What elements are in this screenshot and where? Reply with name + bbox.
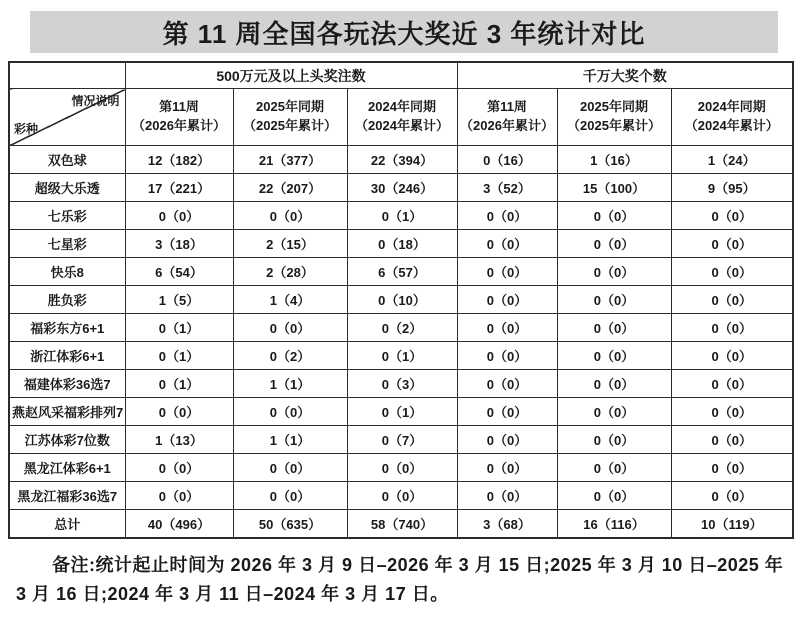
data-cell: 0（0） — [557, 454, 671, 482]
data-cell: 0（0） — [457, 370, 557, 398]
data-cell: 0（0） — [125, 482, 233, 510]
data-cell: 0（0） — [233, 482, 347, 510]
data-cell: 0（1） — [347, 342, 457, 370]
table-row — [9, 370, 793, 398]
data-cell: 0（0） — [671, 370, 793, 398]
table-row — [9, 398, 793, 426]
row-label: 燕赵风采福彩排列7 — [9, 398, 125, 426]
data-cell: 0（0） — [233, 398, 347, 426]
data-cell: 0（0） — [671, 202, 793, 230]
data-cell: 0（1） — [125, 314, 233, 342]
page — [0, 11, 800, 628]
column-header-line2: （2025年累计） — [567, 118, 661, 133]
data-cell: 0（0） — [557, 342, 671, 370]
data-cell: 0（0） — [457, 314, 557, 342]
title-bar — [30, 11, 778, 53]
data-cell: 0（0） — [671, 426, 793, 454]
data-cell: 0（10） — [347, 286, 457, 314]
data-cell: 0（0） — [457, 258, 557, 286]
diagonal-bottom-label: 彩种 — [14, 122, 39, 136]
table-row — [9, 342, 793, 370]
data-cell: 21（377） — [233, 146, 347, 174]
column-header — [125, 89, 233, 146]
data-cell: 0（0） — [457, 426, 557, 454]
group-header-right: 千万大奖个数 — [457, 62, 793, 89]
column-header-line2: （2026年累计） — [460, 118, 554, 133]
data-cell: 0（0） — [457, 454, 557, 482]
data-cell: 0（0） — [457, 482, 557, 510]
data-cell: 0（0） — [233, 314, 347, 342]
data-cell: 1（4） — [233, 286, 347, 314]
column-header-line2: （2025年累计） — [243, 118, 337, 133]
column-header — [347, 89, 457, 146]
data-cell: 2（28） — [233, 258, 347, 286]
row-label: 胜负彩 — [9, 286, 125, 314]
column-header-row — [9, 89, 793, 146]
data-cell: 0（0） — [557, 426, 671, 454]
data-cell: 0（0） — [557, 398, 671, 426]
table-row — [9, 230, 793, 258]
data-cell: 0（0） — [557, 202, 671, 230]
data-cell: 0（0） — [457, 342, 557, 370]
column-header-line2: （2026年累计） — [132, 118, 226, 133]
data-cell: 0（0） — [125, 398, 233, 426]
data-cell: 1（13） — [125, 426, 233, 454]
data-cell: 0（0） — [125, 454, 233, 482]
data-cell: 0（0） — [457, 202, 557, 230]
diagonal-top-label: 情况说明 — [71, 94, 120, 108]
data-cell: 0（2） — [347, 314, 457, 342]
data-cell: 0（0） — [557, 258, 671, 286]
data-cell: 0（0） — [671, 286, 793, 314]
data-cell: 40（496） — [125, 510, 233, 539]
data-cell: 0（16） — [457, 146, 557, 174]
data-cell: 0（0） — [671, 258, 793, 286]
data-cell: 0（0） — [557, 286, 671, 314]
data-cell: 0（7） — [347, 426, 457, 454]
data-cell: 0（0） — [347, 454, 457, 482]
table-row — [9, 146, 793, 174]
data-cell: 0（0） — [557, 370, 671, 398]
data-cell: 0（1） — [347, 398, 457, 426]
data-cell: 16（116） — [557, 510, 671, 539]
column-header — [233, 89, 347, 146]
data-cell: 0（2） — [233, 342, 347, 370]
data-cell: 0（0） — [671, 342, 793, 370]
data-cell: 0（0） — [347, 482, 457, 510]
data-cell: 0（0） — [557, 230, 671, 258]
table-row — [9, 454, 793, 482]
column-header — [557, 89, 671, 146]
data-cell: 3（52） — [457, 174, 557, 202]
data-cell: 0（1） — [125, 370, 233, 398]
data-cell: 1（1） — [233, 426, 347, 454]
data-cell: 0（1） — [125, 342, 233, 370]
data-cell: 1（5） — [125, 286, 233, 314]
column-header-line1: 2024年同期 — [697, 99, 766, 115]
diagonal-header-cell — [9, 89, 125, 146]
data-cell: 0（1） — [347, 202, 457, 230]
corner-empty-cell — [9, 62, 125, 89]
data-cell: 1（24） — [671, 146, 793, 174]
data-cell: 0（3） — [347, 370, 457, 398]
data-cell: 0（0） — [233, 202, 347, 230]
row-label: 七乐彩 — [9, 202, 125, 230]
column-header-line1: 第11周 — [159, 99, 199, 115]
data-cell: 0（0） — [671, 454, 793, 482]
data-cell: 9（95） — [671, 174, 793, 202]
table-row — [9, 510, 793, 539]
column-header-line1: 第11周 — [487, 99, 527, 115]
row-label: 黑龙江体彩6+1 — [9, 454, 125, 482]
group-header-left: 500万元及以上头奖注数 — [125, 62, 457, 89]
column-header — [457, 89, 557, 146]
table-row — [9, 174, 793, 202]
data-cell: 6（54） — [125, 258, 233, 286]
data-cell: 0（0） — [233, 454, 347, 482]
data-cell: 30（246） — [347, 174, 457, 202]
column-header-line1: 2025年同期 — [256, 99, 324, 115]
data-cell: 58（740） — [347, 510, 457, 539]
column-header-line1: 2025年同期 — [580, 99, 648, 115]
column-header-line1: 2024年同期 — [368, 99, 436, 115]
data-cell: 0（0） — [671, 398, 793, 426]
row-label: 总计 — [9, 510, 125, 539]
row-label: 七星彩 — [9, 230, 125, 258]
data-cell: 0（0） — [125, 202, 233, 230]
row-label: 黑龙江福彩36选7 — [9, 482, 125, 510]
stats-table — [8, 61, 794, 539]
data-cell: 0（18） — [347, 230, 457, 258]
data-cell: 12（182） — [125, 146, 233, 174]
table-row — [9, 314, 793, 342]
data-cell: 15（100） — [557, 174, 671, 202]
data-cell: 0（0） — [671, 482, 793, 510]
column-header-line2: （2024年累计） — [355, 118, 449, 133]
row-label: 双色球 — [9, 146, 125, 174]
data-cell: 0（0） — [671, 230, 793, 258]
table-row — [9, 258, 793, 286]
data-cell: 3（18） — [125, 230, 233, 258]
data-cell: 10（119） — [671, 510, 793, 539]
data-cell: 0（0） — [557, 482, 671, 510]
row-label: 江苏体彩7位数 — [9, 426, 125, 454]
data-cell: 0（0） — [457, 398, 557, 426]
table-row — [9, 482, 793, 510]
row-label: 快乐8 — [9, 258, 125, 286]
data-cell: 0（0） — [457, 230, 557, 258]
table-row — [9, 286, 793, 314]
data-cell: 3（68） — [457, 510, 557, 539]
column-header-line2: （2024年累计） — [684, 118, 779, 133]
data-cell: 6（57） — [347, 258, 457, 286]
data-cell: 2（15） — [233, 230, 347, 258]
row-label: 福彩东方6+1 — [9, 314, 125, 342]
data-cell: 50（635） — [233, 510, 347, 539]
row-label: 浙江体彩6+1 — [9, 342, 125, 370]
data-cell: 22（207） — [233, 174, 347, 202]
data-cell: 0（0） — [457, 286, 557, 314]
data-cell: 1（1） — [233, 370, 347, 398]
page-title: 第 11 周全国各玩法大奖近 3 年统计对比 — [162, 18, 646, 49]
data-cell: 17（221） — [125, 174, 233, 202]
data-cell: 1（16） — [557, 146, 671, 174]
data-cell: 22（394） — [347, 146, 457, 174]
column-header — [671, 89, 793, 146]
row-label: 超级大乐透 — [9, 174, 125, 202]
table-row — [9, 202, 793, 230]
data-cell: 0（0） — [671, 314, 793, 342]
table-row — [9, 426, 793, 454]
row-label: 福建体彩36选7 — [9, 370, 125, 398]
group-header-row — [9, 62, 793, 89]
data-cell: 0（0） — [557, 314, 671, 342]
footnote: 备注:统计起止时间为 2026 年 3 月 9 日–2026 年 3 月 15 日;2025 年 3 月 10 日–2025 年 3 月 16 日;2024 年 3 月 11 日–2024 年 3 月 17 日。 — [16, 555, 784, 604]
